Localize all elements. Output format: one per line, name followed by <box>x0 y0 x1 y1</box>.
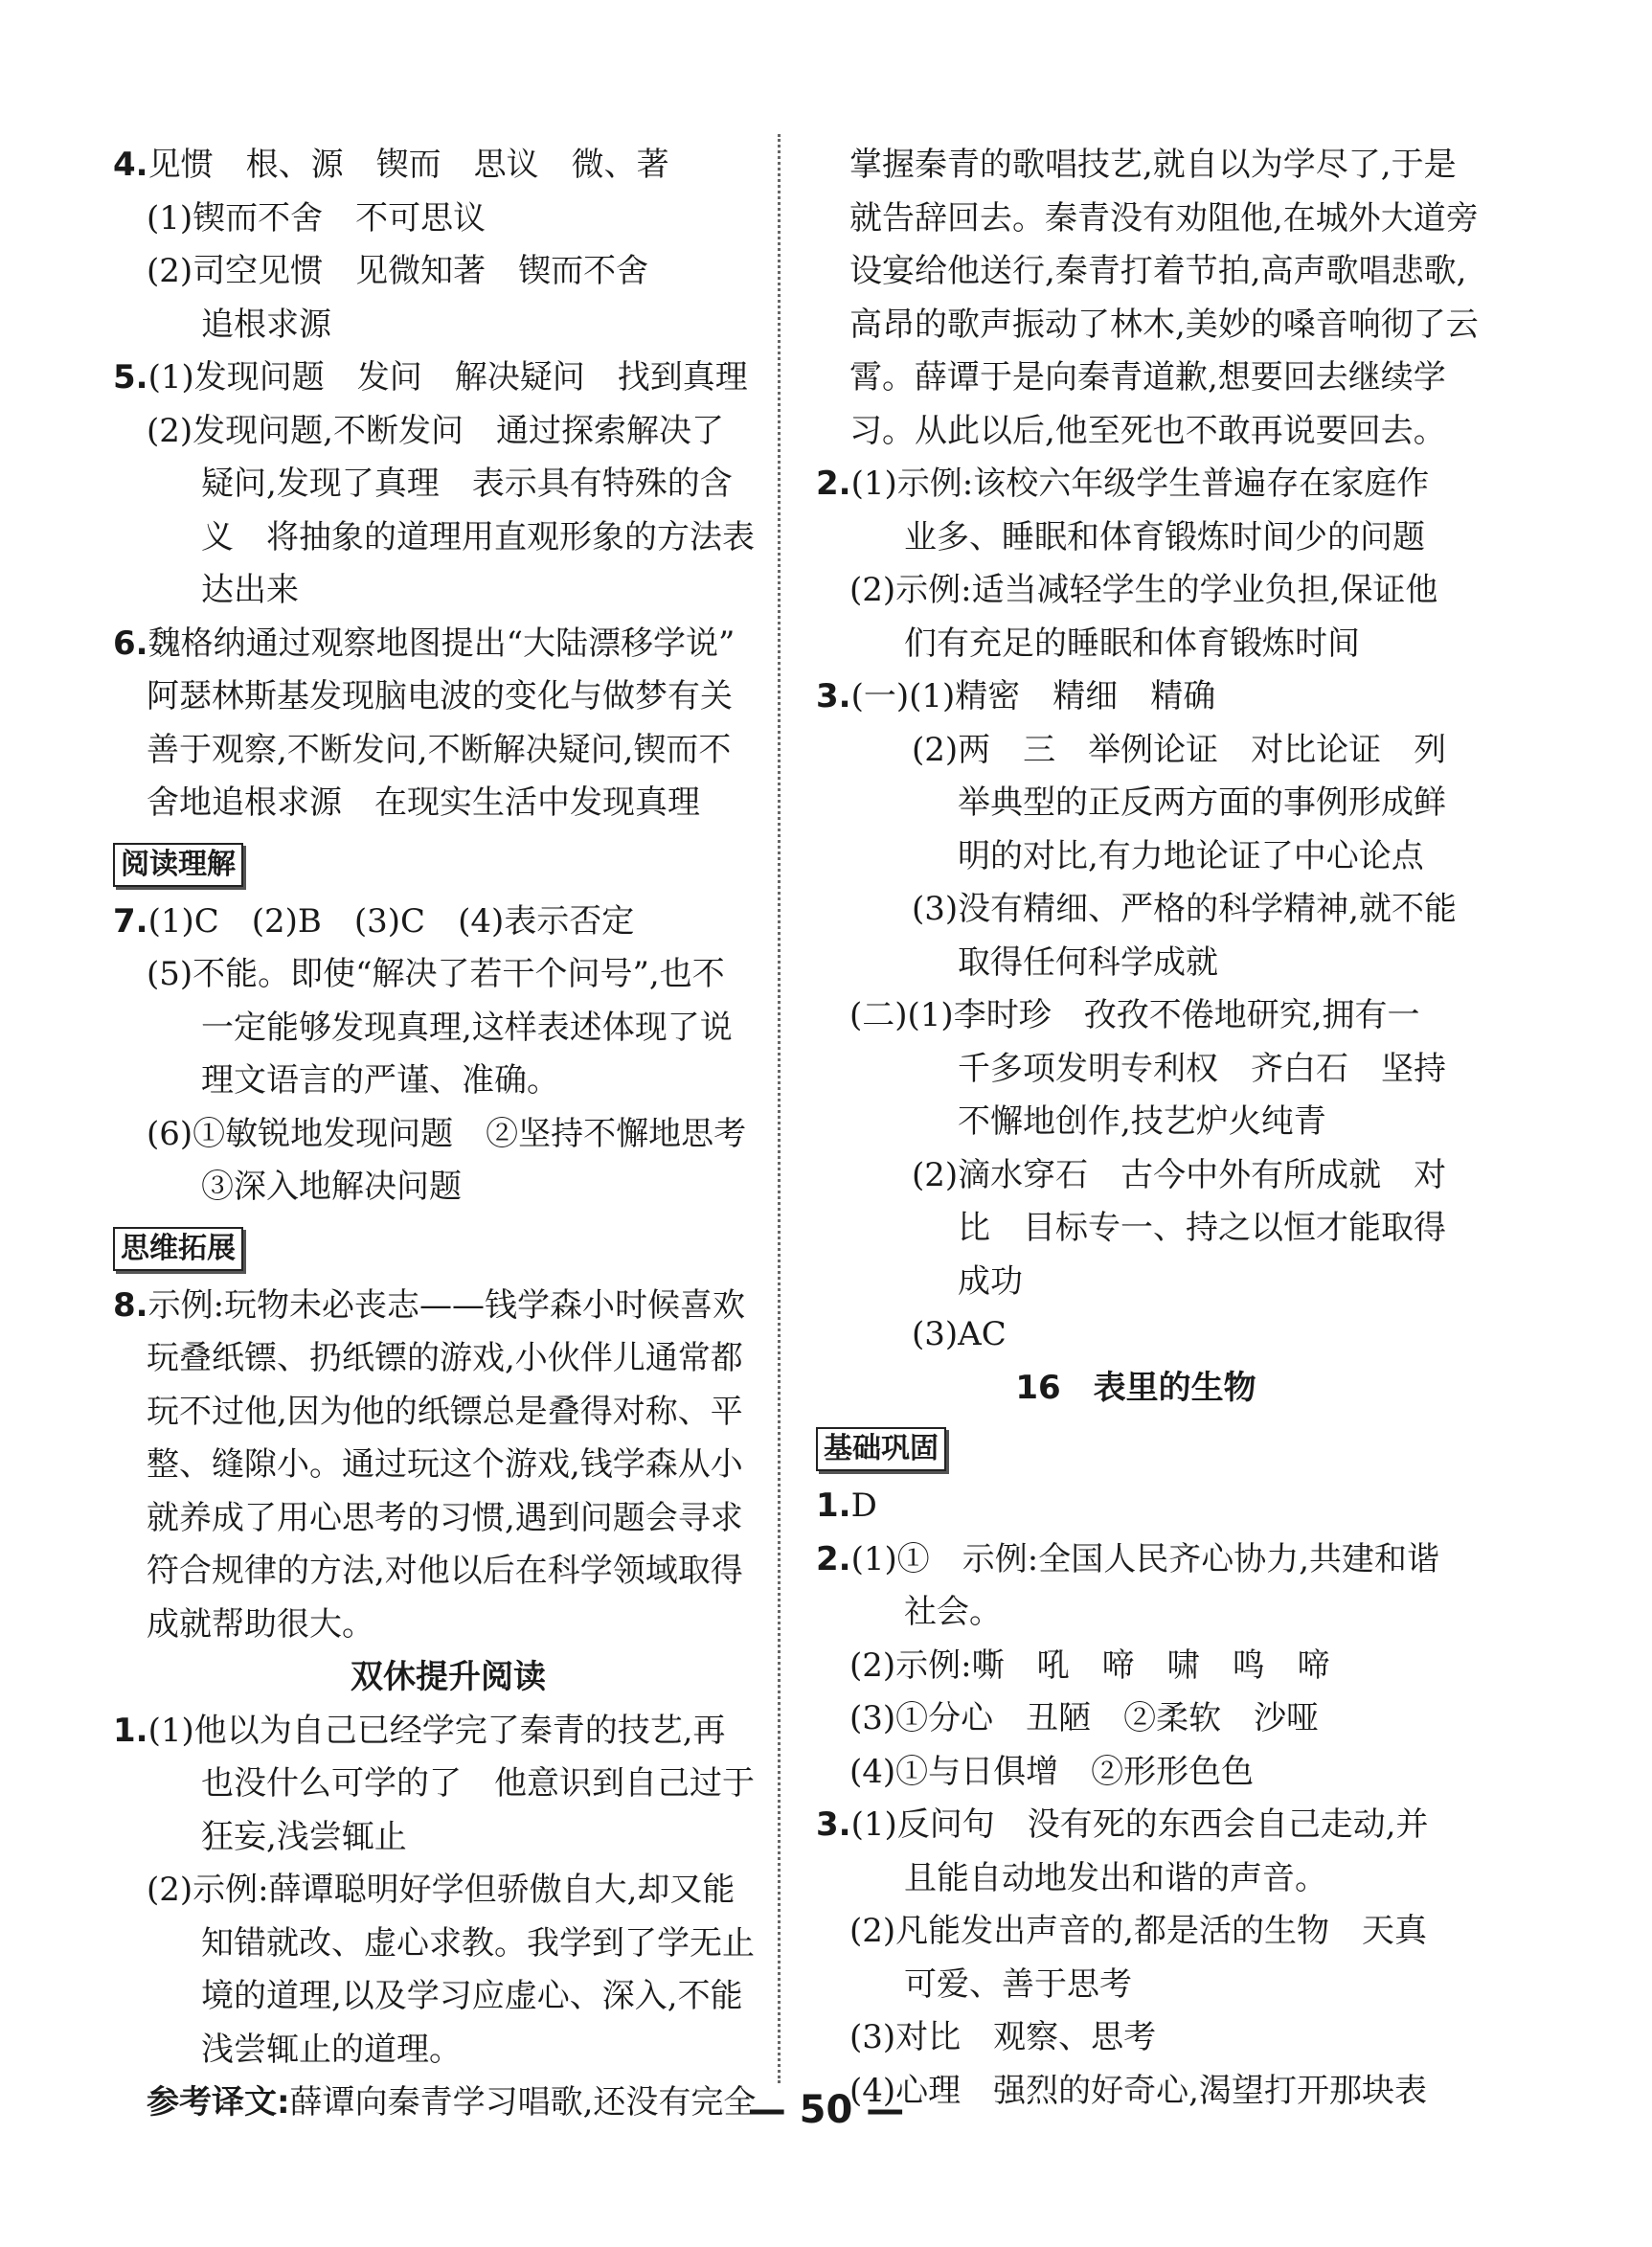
q8-cont: 成就帮助很大。 <box>147 1604 374 1644</box>
q5-sub2-cont: 达出来 <box>201 571 299 609</box>
translation-cont: 霄。薛谭于是向秦青道歉,想要回去继续学 <box>849 358 1446 397</box>
translation-line: 参考译文:薛谭向秦青学习唱歌,还没有完全 <box>147 2083 757 2122</box>
r3-sub: (3)AC <box>912 1315 1007 1353</box>
r3-cont: 比 目标专一、持之以恒才能取得 <box>958 1209 1446 1247</box>
c3-sub: (3)对比 观察、思考 <box>849 2018 1157 2056</box>
r3-sub: (2)滴水穿石 古今中外有所成就 对 <box>912 1155 1447 1194</box>
section-title: 双休提升阅读 <box>351 1658 546 1696</box>
q8-cont: 符合规律的方法,对他以后在科学领域取得 <box>147 1552 743 1590</box>
q8-cont: 玩叠纸镖、扔纸镖的游戏,小伙伴儿通常都 <box>147 1339 743 1377</box>
r1-cont: 知错就改、虚心求教。我学到了学无止 <box>201 1923 755 1963</box>
section-label-box: 基础巩固 <box>816 1427 946 1471</box>
r1-cont: 也没什么可学的了 他意识到自己过于 <box>201 1764 755 1803</box>
section-label-box: 思维拓展 <box>113 1227 243 1271</box>
q5-sub2-cont: 义 将抽象的道理用直观形象的方法表 <box>201 517 755 556</box>
q7-sub6: (6)①敏锐地发现问题 ②坚持不懈地思考 <box>147 1114 747 1153</box>
q7-sub5-cont: 理文语言的严谨、准确。 <box>201 1061 559 1100</box>
r3-sub: (3)没有精细、严格的科学精神,就不能 <box>912 890 1457 928</box>
section-thinking <box>113 1214 783 1280</box>
q4-sub2-cont: 追根求源 <box>201 305 331 344</box>
q4-line: 4.见惯 根、源 锲而 思议 微、著 <box>113 146 669 184</box>
c3-line: 3.(1)反问句 没有死的东西会自己走动,并 <box>816 1805 1429 1844</box>
r2-sub2: (2)示例:适当减轻学生的学业负担,保证他 <box>849 571 1438 609</box>
left-column <box>113 139 783 2130</box>
translation-cont: 掌握秦青的歌唱技艺,就自以为学尽了,于是 <box>849 146 1457 184</box>
q4-sub1: (1)锲而不舍 不可思议 <box>147 198 487 238</box>
r3-part2: (二)(1)李时珍 孜孜不倦地研究,拥有一 <box>849 996 1420 1034</box>
q8-cont: 整、缝隙小。通过玩这个游戏,钱学森从小 <box>147 1445 743 1484</box>
page-number: — 50 — <box>747 2088 905 2132</box>
q7-sub5: (5)不能。即使“解决了若干个问号”,也不 <box>147 955 725 993</box>
r2-line: 2.(1)示例:该校六年级学生普遍存在家庭作 <box>816 465 1430 503</box>
r3-cont: 举典型的正反两方面的事例形成鲜 <box>958 783 1446 822</box>
q7-sub5-cont: 一定能够发现真理,这样表述体现了说 <box>201 1008 733 1047</box>
section-label-box: 阅读理解 <box>113 843 243 887</box>
right-column <box>816 139 1479 2118</box>
q8-line: 8.示例:玩物未必丧志——钱学森小时候喜欢 <box>113 1285 746 1325</box>
r1-cont: 浅尝辄止的道理。 <box>201 2030 462 2069</box>
q8-cont: 玩不过他,因为他的纸镖总是叠得对称、平 <box>147 1392 743 1431</box>
r3-line: 3.(一)(1)精密 精细 精确 <box>816 677 1216 715</box>
c3-sub: (4)心理 强烈的好奇心,渴望打开那块表 <box>849 2071 1427 2110</box>
q6-cont: 善于观察,不断发问,不断解决疑问,锲而不 <box>147 730 732 769</box>
r2-cont: 们有充足的睡眠和体育锻炼时间 <box>904 624 1360 663</box>
q6-cont: 阿瑟林斯基发现脑电波的变化与做梦有关 <box>147 677 733 715</box>
c3-sub: (2)凡能发出声音的,都是活的生物 天真 <box>849 1912 1427 1950</box>
r3-cont: 成功 <box>958 1261 1023 1301</box>
q8-cont: 就养成了用心思考的习惯,遇到问题会寻求 <box>147 1498 743 1537</box>
r1-cont: 境的道理,以及学习应虚心、深入,不能 <box>201 1977 743 2015</box>
c2-sub: (4)①与日俱增 ②形形色色 <box>849 1752 1255 1791</box>
q6-line: 6.魏格纳通过观察地图提出“大陆漂移学说” <box>113 624 735 663</box>
q7-sub6-cont: ③深入地解决问题 <box>201 1168 462 1206</box>
c2-line: 2.(1)① 示例:全国人民齐心协力,共建和谐 <box>816 1539 1440 1578</box>
r1-sub2: (2)示例:薛谭聪明好学但骄傲自大,却又能 <box>147 1871 735 1909</box>
section-reading <box>113 830 783 896</box>
c3-cont: 且能自动地发出和谐的声音。 <box>904 1858 1327 1897</box>
q5-sub2-cont: 疑问,发现了真理 表示具有特殊的含 <box>201 465 733 503</box>
r1-cont: 狂妄,浅尝辄止 <box>201 1817 407 1856</box>
q5-line: 5.(1)发现问题 发问 解决疑问 找到真理 <box>113 358 748 397</box>
r3-cont: 明的对比,有力地论证了中心论点 <box>958 836 1424 875</box>
section-basics <box>816 1415 1456 1480</box>
column-divider <box>778 134 781 2083</box>
chapter-title: 16 表里的生物 <box>1015 1368 1256 1407</box>
translation-cont: 高昂的歌声振动了林木,美妙的嗓音响彻了云 <box>849 305 1479 344</box>
translation-cont: 习。从此以后,他至死也不敢再说要回去。 <box>849 411 1446 450</box>
r2-cont: 业多、睡眠和体育锻炼时间少的问题 <box>904 517 1425 556</box>
c1-line: 1.D <box>816 1487 877 1525</box>
c2-cont: 社会。 <box>904 1593 1002 1631</box>
r3-cont: 不懈地创作,技艺炉火纯青 <box>958 1102 1326 1141</box>
q6-cont: 舍地追根求源 在现实生活中发现真理 <box>147 783 700 822</box>
c3-cont: 可爱、善于思考 <box>904 1964 1132 2004</box>
c2-sub: (3)①分心 丑陋 ②柔软 沙哑 <box>849 1699 1320 1737</box>
translation-cont: 设宴给他送行,秦青打着节拍,高声歌唱悲歌, <box>849 252 1467 290</box>
r1-line: 1.(1)他以为自己已经学完了秦青的技艺,再 <box>113 1711 726 1750</box>
translation-cont: 就告辞回去。秦青没有劝阻他,在城外大道旁 <box>849 198 1479 238</box>
q5-sub2: (2)发现问题,不断发问 通过探索解决了 <box>147 411 724 450</box>
q4-sub2: (2)司空见惯 见微知著 锲而不舍 <box>147 252 649 290</box>
r3-sub: (2)两 三 举例论证 对比论证 列 <box>912 730 1447 769</box>
r3-cont: 千多项发明专利权 齐白石 坚持 <box>958 1049 1446 1088</box>
r3-cont: 取得任何科学成就 <box>958 942 1218 982</box>
c2-sub: (2)示例:嘶 吼 啼 啸 鸣 啼 <box>849 1646 1330 1685</box>
q7-line: 7.(1)C (2)B (3)C (4)表示否定 <box>113 901 635 941</box>
